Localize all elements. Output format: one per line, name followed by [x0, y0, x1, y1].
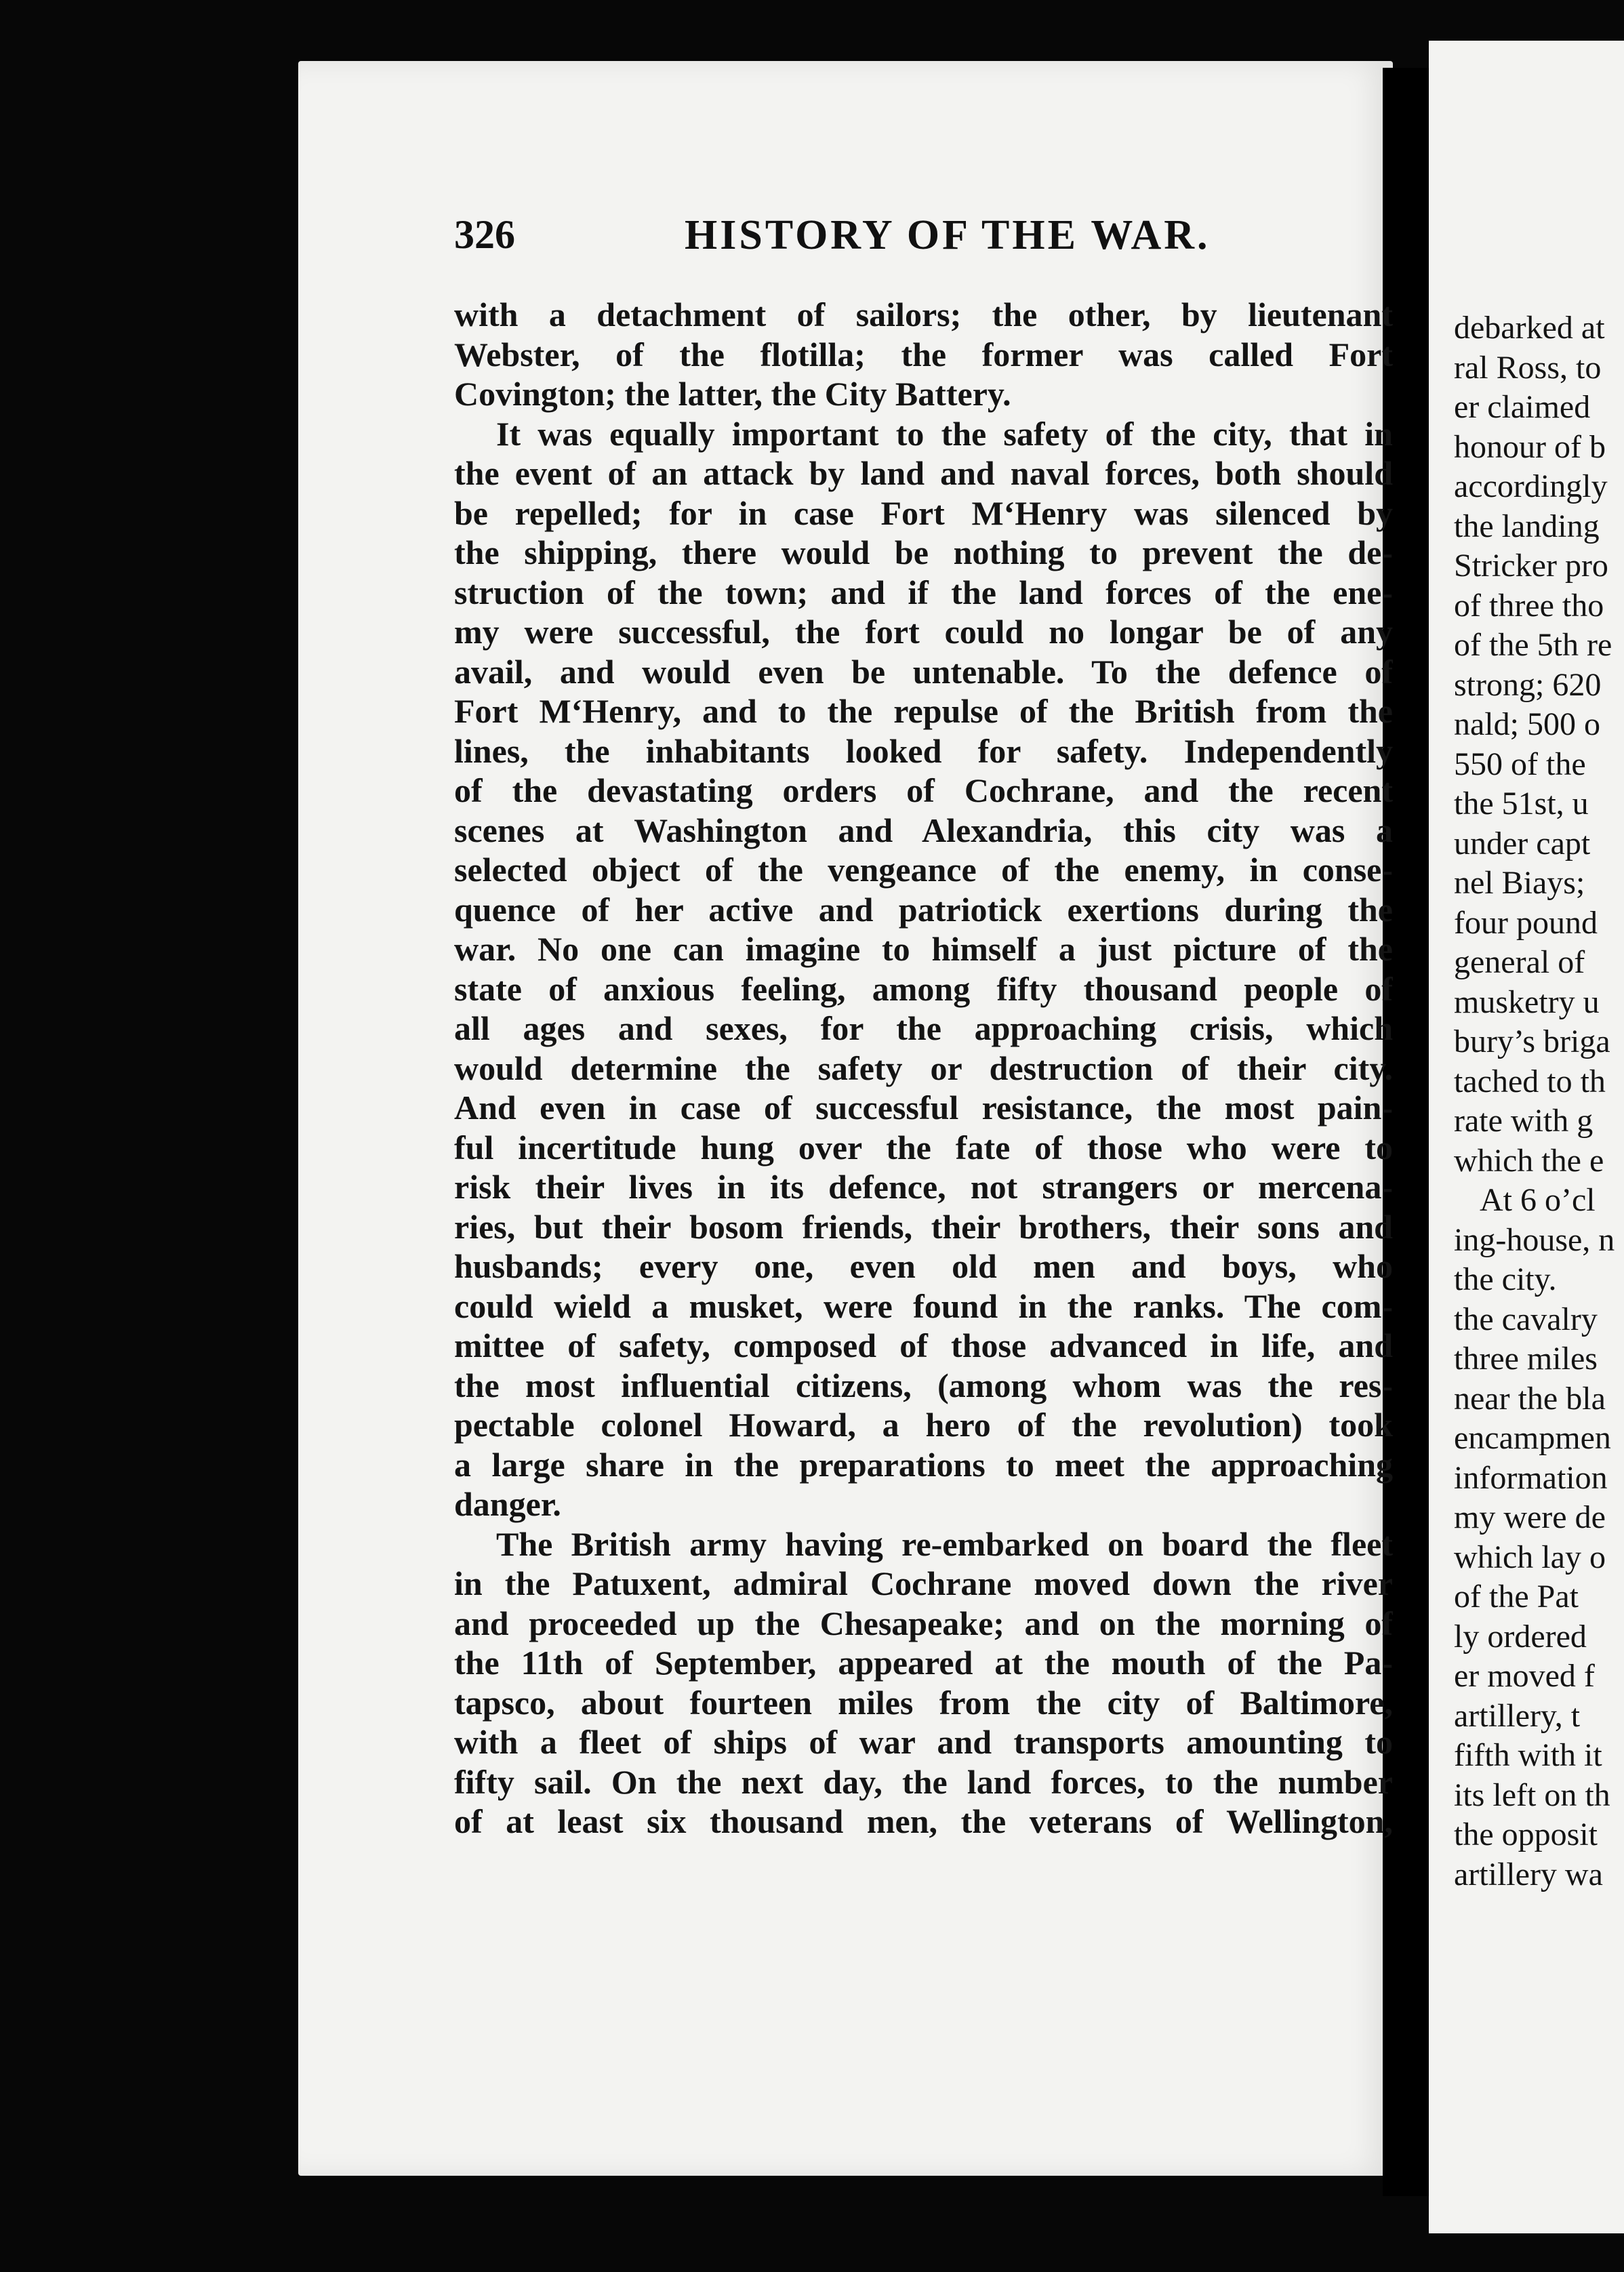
text-line: its left on th [1454, 1777, 1610, 1813]
text-line: lines, the inhabitants looked for safety. Independently [454, 731, 1393, 770]
text-line: scenes at Washington and Alexandria, this city was a [454, 811, 1393, 849]
text-line: husbands; every one, even old men and boys, who [454, 1247, 1393, 1285]
text-line: ful incertitude hung over the fate of those who were to [454, 1128, 1393, 1167]
text-line: And even in case of successful resistance, the most pain- [454, 1089, 1393, 1127]
text-line: all ages and sexes, for the approaching crisis, which [454, 1009, 1393, 1047]
text-line: er moved f [1454, 1658, 1595, 1694]
page-number: 326 [454, 212, 515, 257]
text-line: of the Pat [1454, 1579, 1579, 1615]
text-line: ral Ross, to [1454, 349, 1602, 386]
text-line: the cavalry [1454, 1301, 1598, 1337]
text-line: selected object of the vengeance of the enemy, in conse- [454, 851, 1393, 889]
left-page-text [454, 295, 1393, 1928]
text-line: debarked at [1454, 310, 1605, 346]
text-line: state of anxious feeling, among fifty thousand people of [454, 969, 1393, 1008]
text-line: the city. [1454, 1261, 1557, 1297]
text-line: could wield a musket, were found in the ranks. The com- [454, 1286, 1393, 1325]
text-line: the opposit [1454, 1817, 1598, 1852]
text-line: four pound [1454, 904, 1598, 941]
text-line: Webster, of the flotilla; the former was called Fort [454, 335, 1393, 373]
text-line: musketry u [1454, 983, 1600, 1020]
text-line: er claimed [1454, 389, 1591, 425]
text-line: Stricker pro [1454, 548, 1608, 584]
text-line: information [1454, 1459, 1608, 1496]
text-line: three miles [1454, 1341, 1598, 1377]
text-line: the landing [1454, 508, 1600, 544]
page-header [454, 211, 1234, 272]
text-line: ing-house, n [1454, 1221, 1615, 1258]
text-line: the 11th of September, appeared at the mouth of the Pa- [454, 1644, 1393, 1682]
text-line: quence of her active and patriotick exertions during the [454, 890, 1393, 929]
text-line: The British army having re-embarked on board the fleet [496, 1524, 1393, 1563]
text-line: the most influential citizens, (among whom was the res- [454, 1366, 1393, 1404]
text-line: which lay o [1454, 1539, 1606, 1575]
text-line: war. No one can imagine to himself a just picture of the [454, 930, 1393, 968]
text-line: avail, and would even be untenable. To the defence of [454, 652, 1393, 691]
text-line: Covington; the latter, the City Battery. [454, 375, 1011, 413]
text-line: in the Patuxent, admiral Cochrane moved down the river [454, 1564, 1393, 1602]
text-line: risk their lives in its defence, not strangers or mercena- [454, 1168, 1393, 1206]
text-line: bury’s briga [1454, 1023, 1610, 1059]
text-line: and proceeded up the Chesapeake; and on the morning of [454, 1604, 1393, 1642]
text-line: of at least six thousand men, the veterans of Wellington, [454, 1802, 1393, 1840]
text-line: artillery wa [1454, 1856, 1603, 1892]
text-line: which the e [1454, 1142, 1604, 1179]
text-line: the 51st, u [1454, 786, 1589, 821]
text-line: It was equally important to the safety of the city, that in [496, 414, 1393, 453]
text-line: general of [1454, 944, 1585, 980]
text-line: near the bla [1454, 1380, 1606, 1417]
text-line: of the 5th re [1454, 627, 1612, 663]
text-line: fifty sail. On the next day, the land forces, to the number [454, 1762, 1393, 1801]
text-line: tapsco, about fourteen miles from the city of Baltimore, [454, 1683, 1393, 1722]
text-line: honour of b [1454, 428, 1606, 465]
text-line: 550 of the [1454, 746, 1586, 782]
text-line: be repelled; for in case Fort M‘Henry was silenced by [454, 493, 1393, 532]
text-line: strong; 620 [1454, 666, 1602, 703]
right-page-text [1454, 308, 1624, 1928]
text-line: accordingly [1454, 468, 1608, 504]
text-line: fifth with it [1454, 1737, 1602, 1773]
text-line: under capt [1454, 825, 1591, 861]
text-line: would determine the safety or destruction of their city. [454, 1049, 1393, 1087]
text-line: with a detachment of sailors; the other, by lieutenant [454, 296, 1393, 333]
text-line: a large share in the preparations to meet the approaching [454, 1445, 1393, 1484]
text-line: artillery, t [1454, 1697, 1581, 1734]
text-line: struction of the town; and if the land forces of the ene- [454, 573, 1393, 611]
text-line: tached to th [1454, 1063, 1606, 1099]
text-line: encampmen [1454, 1420, 1611, 1456]
text-line: the shipping, there would be nothing to prevent the de- [454, 533, 1393, 571]
text-line: ries, but their bosom friends, their brothers, their sons and [454, 1207, 1393, 1246]
text-line: of three tho [1454, 587, 1604, 624]
text-line: my were de [1454, 1499, 1606, 1535]
running-title: HISTORY OF THE WAR. [685, 212, 1211, 258]
text-line: Fort M‘Henry, and to the repulse of the British from the [454, 692, 1393, 730]
text-line: mittee of safety, composed of those advanced in life, and [454, 1326, 1393, 1364]
text-line: ly ordered [1454, 1618, 1587, 1655]
text-line: of the devastating orders of Cochrane, and the recent [454, 771, 1393, 809]
text-line: the event of an attack by land and naval forces, both should [454, 454, 1393, 492]
text-line: my were successful, the fort could no longar be of any [454, 613, 1393, 651]
text-line: with a fleet of ships of war and transports amounting to [454, 1723, 1393, 1761]
text-line: pectable colonel Howard, a hero of the revolution) took [454, 1406, 1393, 1444]
text-line: danger. [454, 1485, 561, 1523]
text-line: rate with g [1454, 1103, 1593, 1139]
text-line: nel Biays; [1454, 865, 1585, 901]
text-line: At 6 o’cl [1480, 1182, 1596, 1218]
text-line: nald; 500 o [1454, 706, 1600, 742]
